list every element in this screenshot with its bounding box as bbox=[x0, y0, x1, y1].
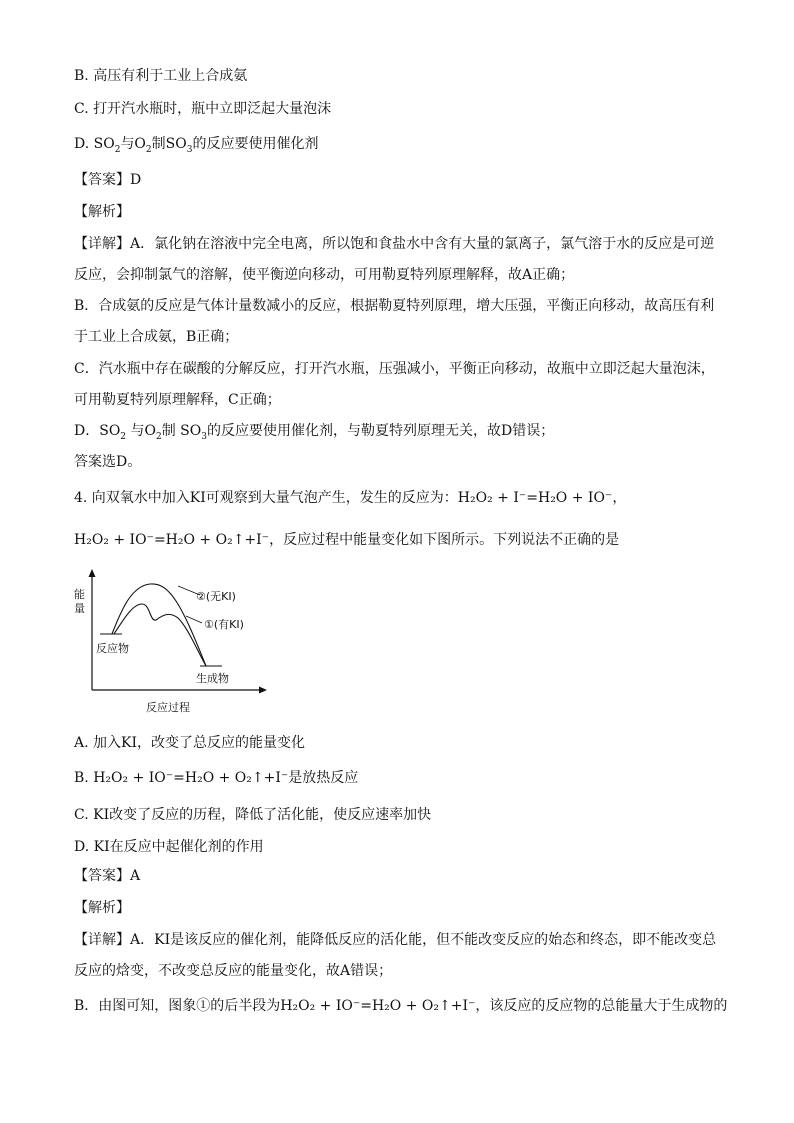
energy-diagram-svg bbox=[74, 566, 274, 716]
q4-option-d: D. KI在反应中起催化剂的作用 bbox=[74, 839, 264, 855]
sub: 2 bbox=[120, 431, 127, 442]
q4-option-a: A. 加入KI，改变了总反应的能量变化 bbox=[74, 735, 305, 751]
product-label: 生成物 bbox=[196, 672, 229, 685]
q3-analysis-title: 【解析】 bbox=[74, 204, 130, 220]
q3-option-c: C. 打开汽水瓶时，瓶中立即泛起大量泡沫 bbox=[74, 101, 332, 117]
sub: 3 bbox=[201, 431, 207, 442]
q4-detail-b-suffix: ，该反应的反应物的总能量大于生成物的 bbox=[475, 998, 728, 1014]
q4-option-c: C. KI改变了反应的历程，降低了活化能，使反应速率加快 bbox=[74, 807, 432, 823]
q3-option-d-suffix: 的反应要使用催化剂 bbox=[192, 136, 319, 152]
q4-answer: 【答案】A bbox=[74, 868, 141, 884]
q4-stem-2-suffix: ，反应过程中能量变化如下图所示。下列说法不正确的是 bbox=[269, 532, 620, 548]
y-label-1: 能 bbox=[74, 588, 85, 601]
sub: 2 bbox=[155, 431, 162, 442]
q3-detail-d-mid1: 与O bbox=[126, 423, 156, 439]
q3-option-d-prefix: D. SO bbox=[74, 136, 115, 152]
q3-detail-a-1: 【详解】A．氯化钠在溶液中完全电离，所以饱和食盐水中含有大量的氯离子，氯气溶于水的反应是可逆 bbox=[74, 236, 715, 252]
curve2-label: ②(无KI) bbox=[196, 590, 236, 603]
q4-detail-a-2: 反应的焓变，不改变总反应的能量变化，故A错误； bbox=[74, 963, 393, 979]
q3-choose: 答案选D。 bbox=[74, 454, 142, 470]
q3-detail-b-2: 于工业上合成氨，B正确； bbox=[74, 329, 239, 345]
q4-detail-b bbox=[74, 996, 727, 1016]
q3-detail-d-prefix: D．SO bbox=[74, 423, 121, 439]
sub: 2 bbox=[114, 144, 121, 155]
sub: 3 bbox=[186, 144, 193, 155]
q3-detail-c-1: C．汽水瓶中存在碳酸的分解反应，打开汽水瓶，压强减小，平衡正向移动，故瓶中立即泛起大量泡沫， bbox=[74, 361, 715, 377]
q3-detail-a-2: 反应，会抑制氯气的溶解，使平衡逆向移动，可用勒夏特列原理解释，故A正确； bbox=[74, 267, 575, 283]
q3-option-d-mid1: 与O bbox=[120, 136, 146, 152]
q4-stem-1 bbox=[74, 488, 626, 508]
x-label: 反应过程 bbox=[146, 701, 190, 714]
energy-diagram bbox=[74, 566, 274, 716]
q4-option-b bbox=[74, 768, 358, 788]
q3-detail-d bbox=[74, 421, 554, 441]
q4-detail-b-formula: H₂O₂ + IO⁻=H₂O + O₂↑+I⁻ bbox=[280, 998, 476, 1014]
q3-option-d bbox=[74, 134, 318, 154]
x-axis-arrow bbox=[259, 687, 267, 694]
q4-detail-a-1: 【详解】A．KI是该反应的催化剂，能降低反应的活化能，但不能改变反应的始态和终态，即不能改变总 bbox=[74, 932, 717, 948]
q3-detail-b-1: B．合成氨的反应是气体计量数减小的反应，根据勒夏特列原理，增大压强，平衡正向移动，故高压有利 bbox=[74, 298, 715, 314]
q4-stem-2-formula: H₂O₂ + IO⁻=H₂O + O₂↑+I⁻ bbox=[74, 532, 270, 548]
q4-stem-1-formula: H₂O₂ + I⁻=H₂O + IO⁻， bbox=[457, 490, 627, 506]
q4-option-b-prefix: B. bbox=[74, 770, 94, 786]
curve1-leader bbox=[186, 616, 202, 623]
curve1-label: ①(有KI) bbox=[204, 618, 244, 631]
y-axis-arrow bbox=[89, 569, 96, 577]
q4-detail-b-prefix: B．由图可知，图象①的后半段为 bbox=[74, 998, 281, 1014]
sub: 2 bbox=[145, 144, 152, 155]
q4-option-b-suffix: 是放热反应 bbox=[288, 770, 359, 786]
q4-stem-1-prefix: 4. 向双氧水中加入KI可观察到大量气泡产生，发生的反应为： bbox=[74, 490, 458, 506]
reactant-label: 反应物 bbox=[96, 642, 129, 655]
q3-detail-c-2: 可用勒夏特列原理解释，C正确； bbox=[74, 392, 281, 408]
q4-analysis-title: 【解析】 bbox=[74, 900, 130, 916]
q4-stem-2 bbox=[74, 530, 619, 550]
q3-detail-d-mid2: 制 SO bbox=[161, 423, 202, 439]
q4-option-b-formula: H₂O₂ + IO⁻=H₂O + O₂↑+I⁻ bbox=[93, 770, 289, 786]
curve-with-ki bbox=[114, 604, 206, 666]
q3-option-d-mid2: 制SO bbox=[151, 136, 187, 152]
y-label-2: 量 bbox=[74, 602, 85, 615]
q3-answer: 【答案】D bbox=[74, 172, 142, 188]
q3-option-b: B. 高压有利于工业上合成氨 bbox=[74, 68, 248, 84]
q3-detail-d-suffix: 的反应要使用催化剂，与勒夏特列原理无关，故D错误； bbox=[206, 423, 555, 439]
